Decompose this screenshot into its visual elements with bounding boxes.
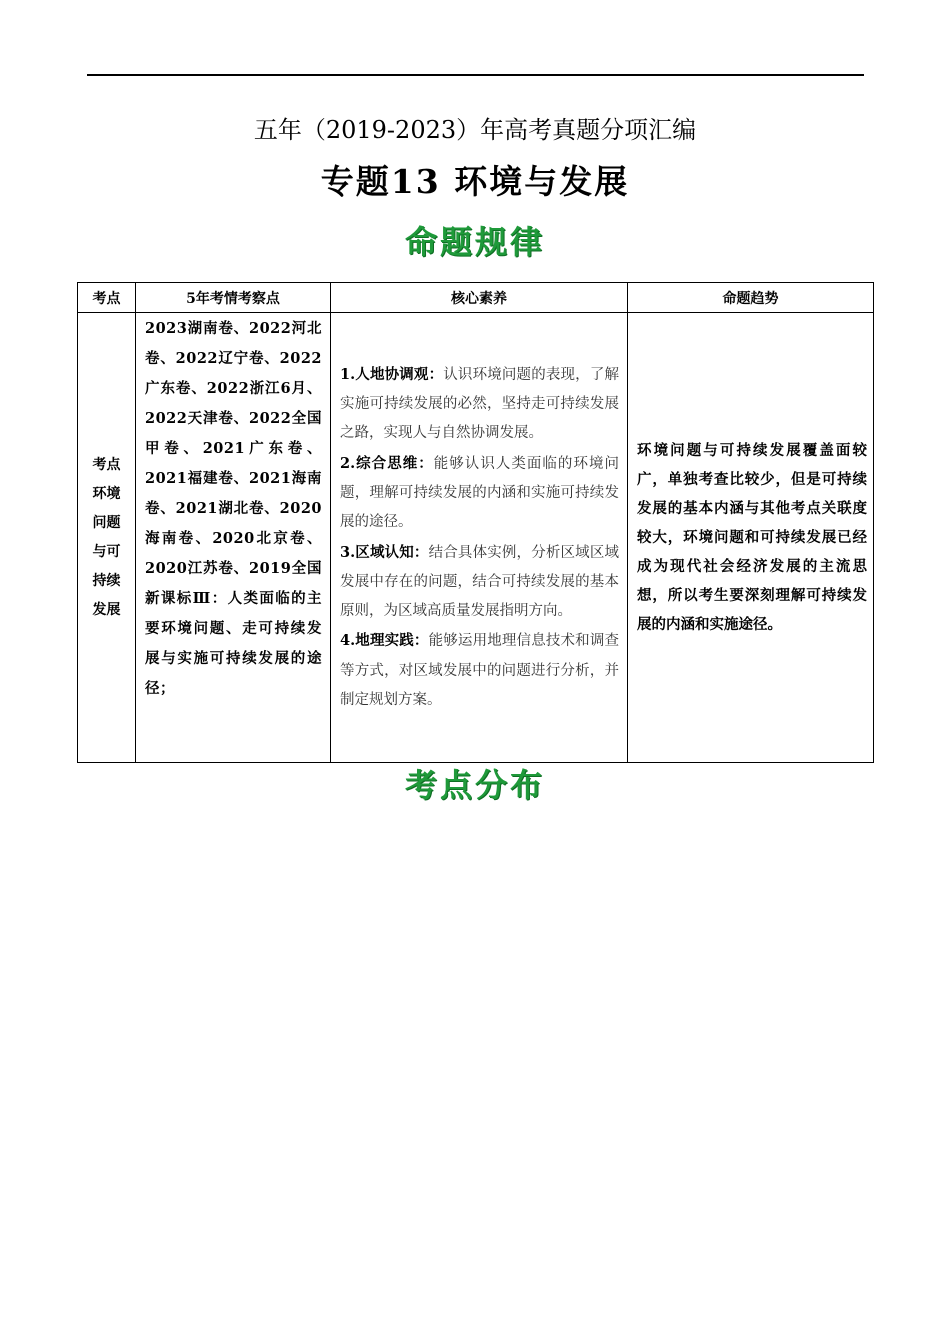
table-header-row	[78, 283, 874, 313]
topic-title: 专题13 环境与发展	[320, 162, 630, 201]
exams-cell: 2023湖南卷、2022河北卷、2022辽宁卷、2022广东卷、2022浙江6月、2022天津卷、2022全国甲卷、2021广东卷、2021福建卷、2021海南卷、2021湖北卷、2020海南卷、2020北京卷、2020江苏卷、2019全国新课标Ⅲ：人类面临的主要环境问题、走可持续发展与实施可持续发展的途径；	[136, 313, 331, 763]
exam-rules-table	[77, 282, 874, 763]
series-title: 五年（2019-2023）年高考真题分项汇编	[253, 116, 697, 144]
literacy-item-head: 1.人地协调观：	[340, 365, 444, 383]
literacy-item-body: 认识环境问题的表现，了解实施可持续发展的必然，坚持走可持续发展之路，实现人与自然协调发展。	[340, 366, 619, 442]
literacy-cell	[331, 313, 628, 763]
literacy-item-head: 3.区域认知：	[340, 543, 429, 561]
literacy-item-head: 4.地理实践：	[340, 632, 429, 650]
literacy-item	[340, 538, 619, 627]
literacy-item	[340, 449, 619, 538]
column-header-exams: 5年考情考察点	[136, 283, 331, 313]
column-header-literacy: 核心素养	[331, 283, 628, 313]
column-header-topic: 考点	[78, 283, 136, 313]
topic-text: 考点环境问题与可持续发展	[92, 456, 121, 618]
topic-cell	[78, 313, 136, 763]
column-header-trend: 命题趋势	[628, 283, 874, 313]
literacy-item-body: 结合具体实例，分析区域区域发展中存在的问题，结合可持续发展的基本原则，为区域高质量发展指明方向。	[340, 544, 619, 620]
literacy-item	[340, 626, 619, 715]
section-heading-distribution: 考点分布	[404, 766, 545, 804]
literacy-item-body: 能够运用地理信息技术和调查等方式，对区域发展中的问题进行分析，并制定规划方案。	[340, 633, 619, 708]
literacy-item	[340, 360, 619, 449]
literacy-item-head: 2.综合思维：	[340, 454, 434, 472]
literacy-item-body: 能够认识人类面临的环境问题，理解可持续发展的内涵和实施可持续发展的途径。	[340, 455, 619, 531]
header-rule	[87, 74, 864, 76]
table-row	[78, 313, 874, 763]
trend-cell: 环境问题与可持续发展覆盖面较广，单独考查比较少，但是可持续发展的基本内涵与其他考点关联度较大，环境问题和可持续发展已经成为现代社会经济发展的主流思想，所以考生要深刻理解可持续发展的内涵和实施途径。	[628, 313, 874, 763]
section-heading-rules: 命题规律	[404, 223, 545, 261]
